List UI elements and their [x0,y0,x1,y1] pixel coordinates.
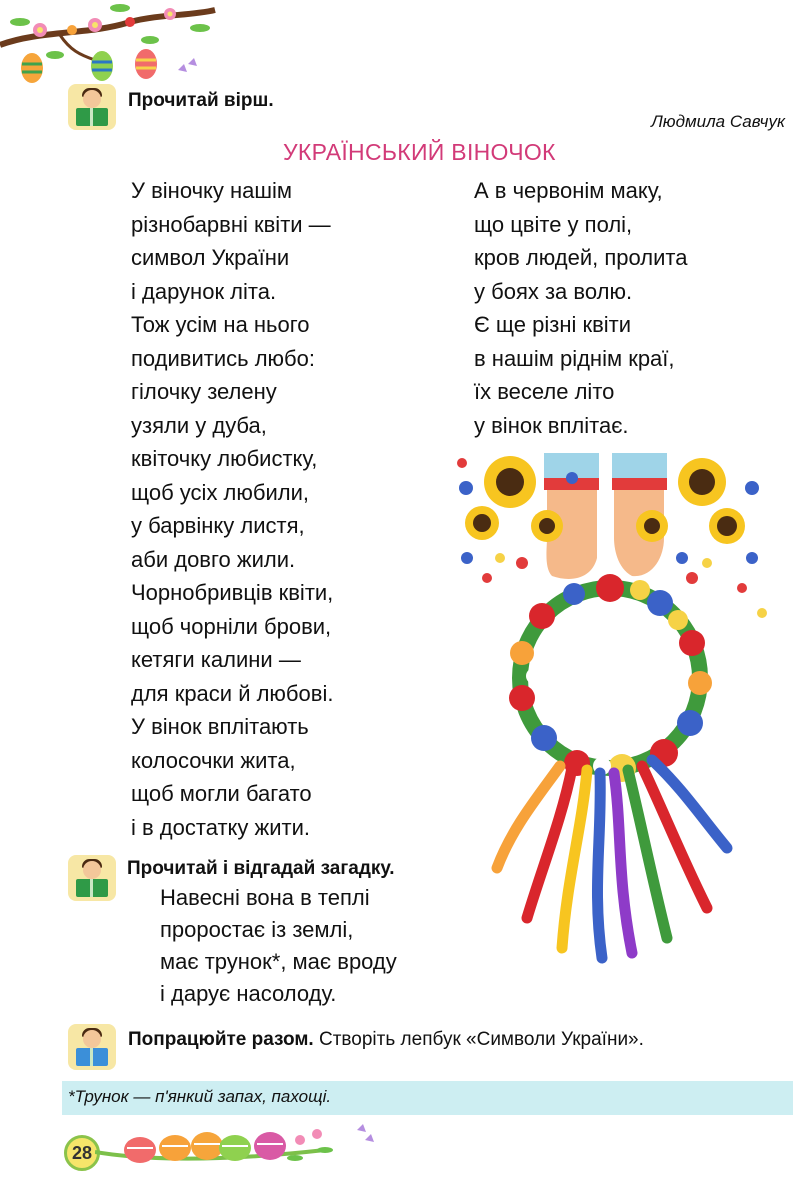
reading-child-icon [68,84,116,130]
poem-title: УКРАЇНСЬКИЙ ВІНОЧОК [283,139,556,165]
task3-bold: Попрацюйте разом. [128,1029,314,1050]
poem-line: і дарунок літа. [131,278,277,304]
poem-line: щоб могли багато [131,781,312,806]
poem-line: колосочки жита, [131,747,296,773]
riddle-line: Навесні вона в теплі [160,885,370,910]
poem-line: що цвіте у полі, [474,211,633,237]
poem-line: У вінок вплітають [131,714,309,739]
riddle-line: і дарує насолоду. [160,981,337,1006]
footnote-text: *Трунок — п'янкий запах, пахощі. [68,1087,332,1106]
poem-line: А в червонім маку, [474,178,663,203]
poem-line: узяли у дуба, [131,412,267,438]
poem-line: подивитись любо: [131,345,315,371]
poem-line: і в достатку жити. [131,814,310,840]
poem-line: аби довго жили. [131,546,296,572]
poem-line: їх веселе літо [474,379,615,404]
poem-line: у боях за волю. [474,278,633,304]
poem-line: у вінок вплітає. [474,412,629,438]
poem-line: Тож усім на нього [131,312,310,337]
poem-line: Чорнобривців квіти, [131,580,334,605]
decorative-eggs-footer [95,1120,385,1185]
riddle-text [160,882,397,1010]
poem-line: Є ще різні квіти [474,312,632,337]
poem-author: Людмила Савчук [651,112,785,131]
poem-line: символ України [131,245,290,270]
poem-line: різнобарвні квіти — [131,211,331,237]
poem-line: кетяги калини — [131,647,301,672]
riddle-line: має трунок*, має вроду [160,949,397,974]
riddle-line: проростає із землі, [160,917,354,942]
decorative-branch-with-eggs [0,0,230,95]
working-together-icon [68,1024,116,1070]
poem-line: кров людей, пролита [474,245,688,270]
poem-line: щоб усіх любили, [131,479,310,505]
task3-body: Створіть лепбук «Символи України». [313,1029,644,1050]
poem-line: щоб чорніли брови, [131,613,332,639]
wreath-with-ribbons-illustration [452,448,772,978]
task2-title: Прочитай і відгадай загадку. [127,858,395,879]
poem-line: для краси й любові. [131,680,334,706]
poem-right-column [474,174,687,442]
poem-line: квіточку любистку, [131,446,318,471]
poem-line: в нашім ріднім краї, [474,345,675,371]
task1-title: Прочитай вірш. [128,90,274,111]
poem-line: гілочку зелену [131,379,277,404]
reading-children-icon [68,855,116,901]
poem-line: У віночку нашім [131,178,293,203]
page-number: 28 [64,1135,100,1171]
poem-left-column [131,174,333,844]
task3-text [128,1029,644,1051]
poem-line: у барвінку листя, [131,513,305,538]
